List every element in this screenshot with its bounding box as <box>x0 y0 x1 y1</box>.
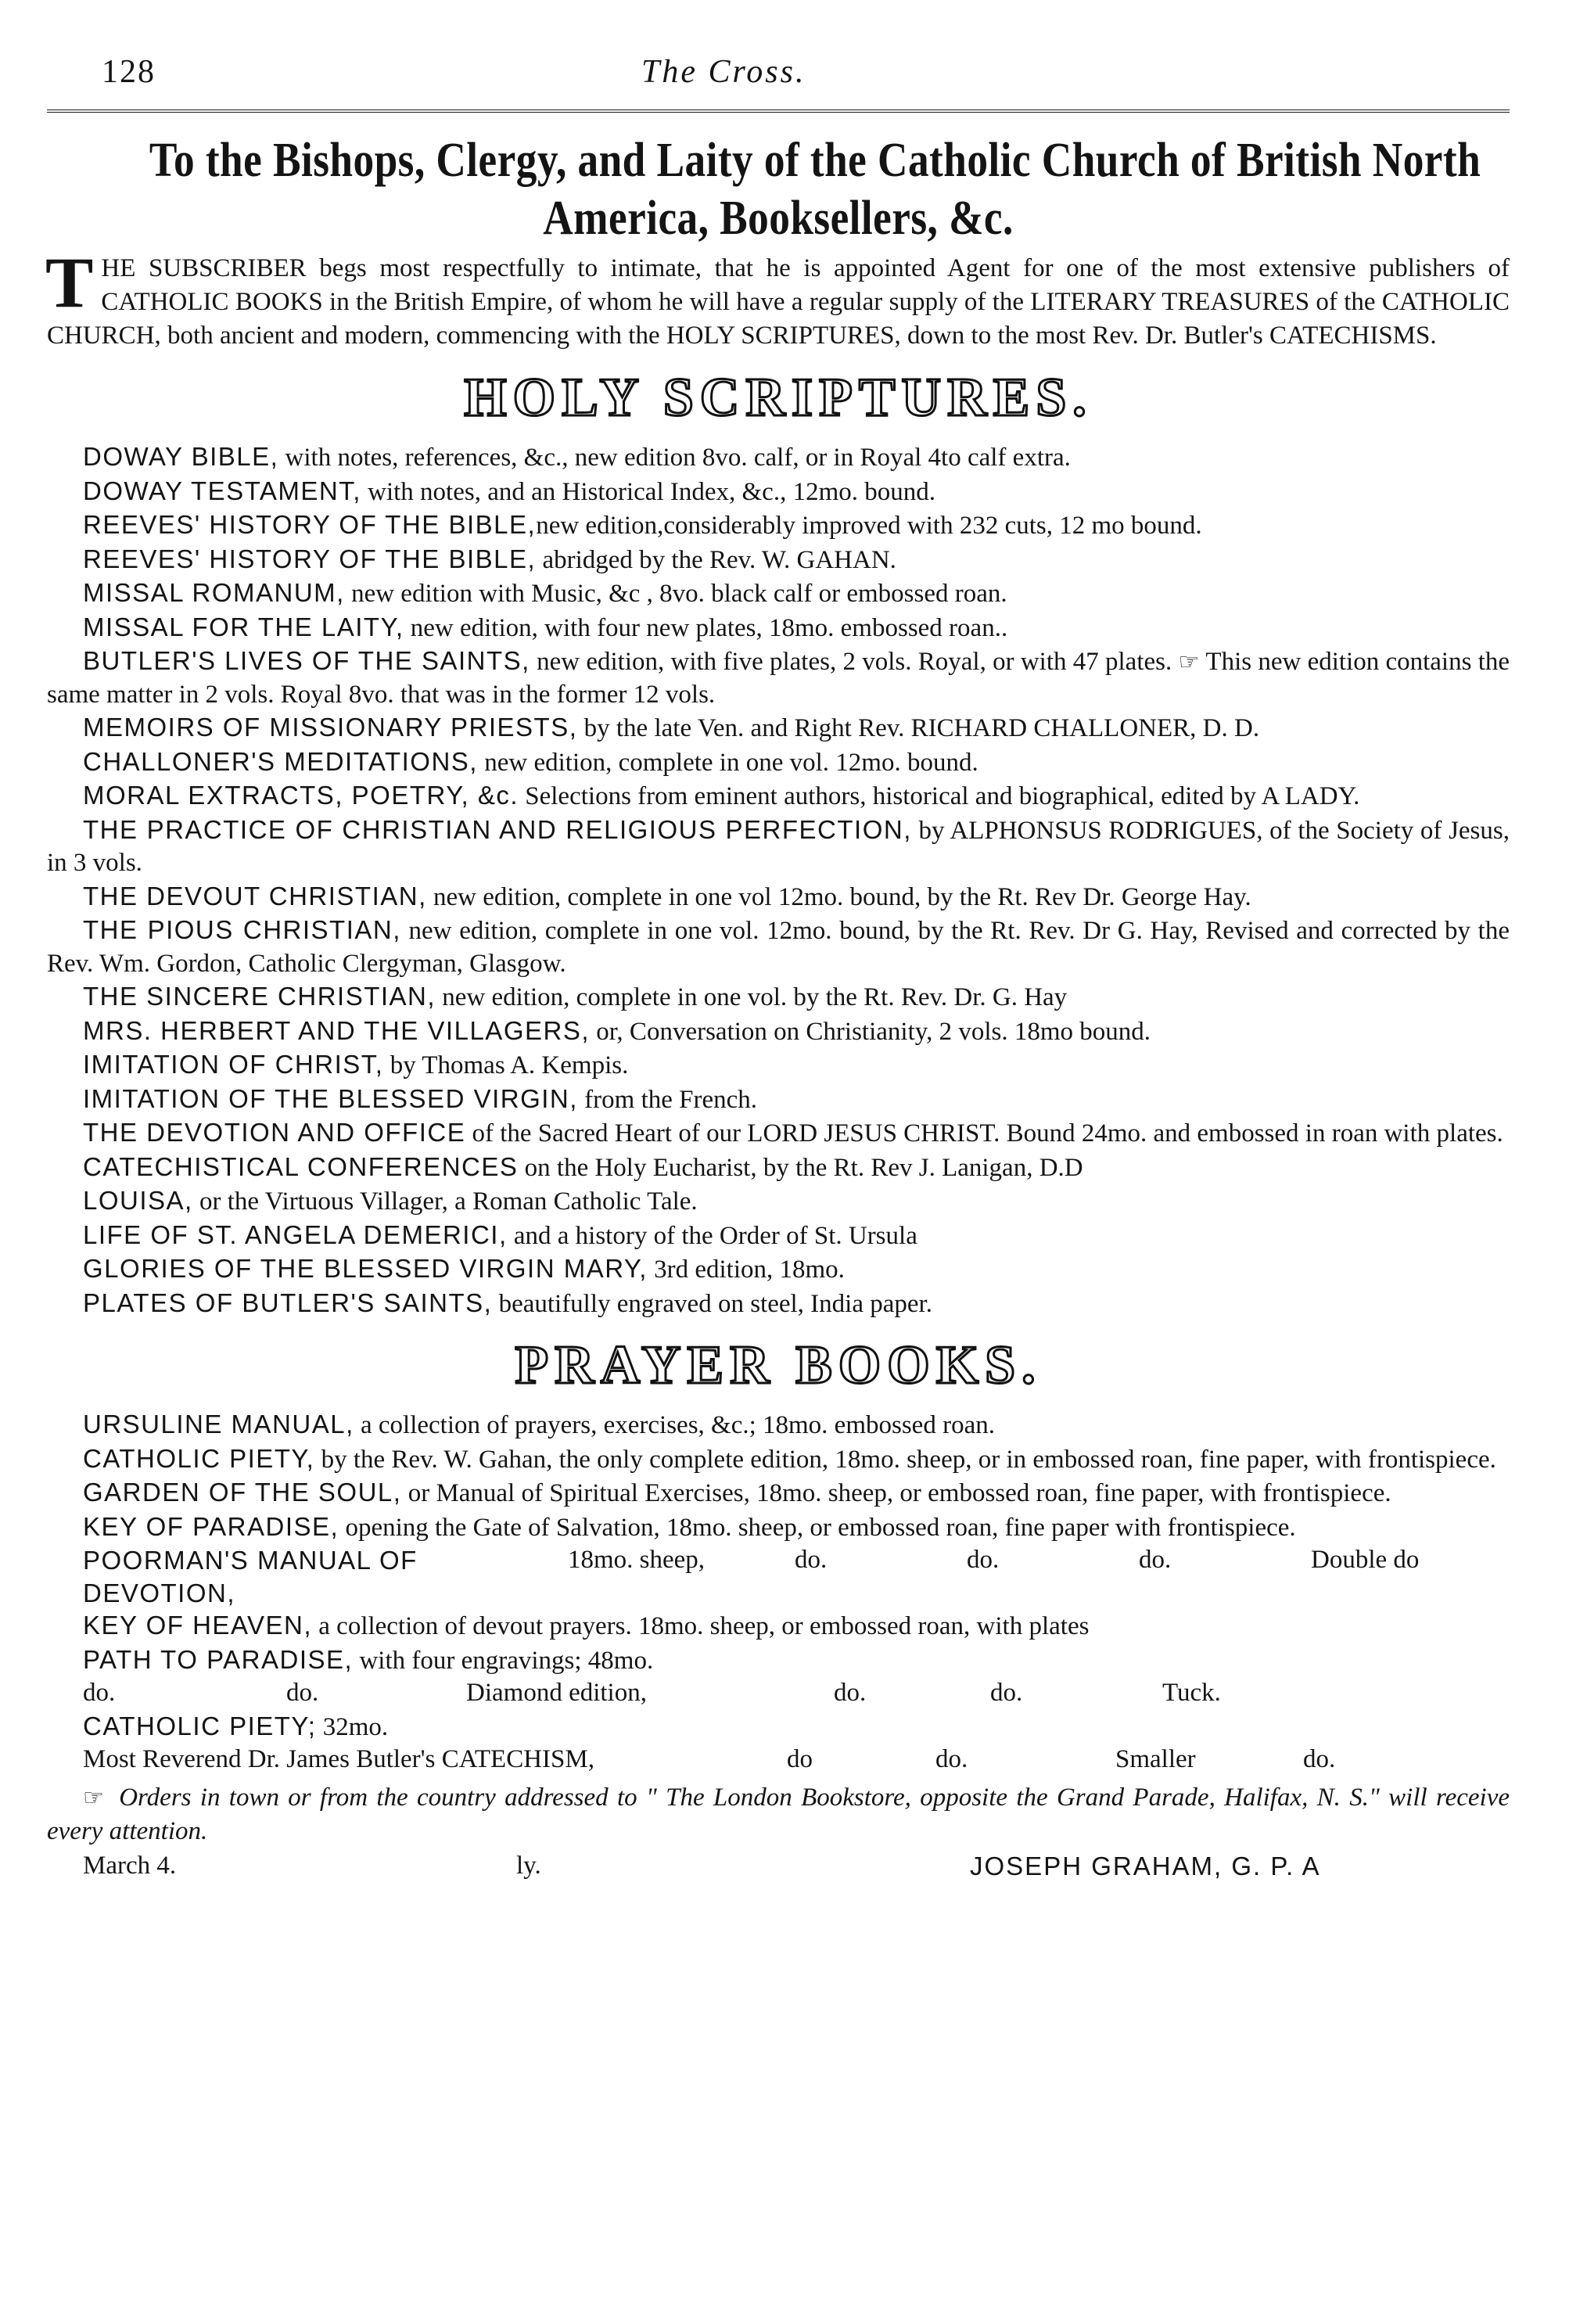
book-entry <box>47 1083 1510 1117</box>
book-title: THE DEVOUT CHRISTIAN, <box>83 881 427 911</box>
book-title: REEVES' HISTORY OF THE BIBLE, <box>83 510 537 539</box>
book-entry <box>47 1476 1510 1510</box>
row-cell: do. <box>286 1679 319 1707</box>
scriptures-list <box>47 440 1510 1320</box>
book-title: PATH TO PARADISE, <box>83 1644 354 1674</box>
book-entry <box>47 1287 1510 1321</box>
catechism-row <box>47 1744 1510 1776</box>
book-entry <box>47 508 1510 543</box>
book-description: or the Virtuous Villager, a Roman Catholic Tale. <box>192 1187 698 1216</box>
page-number: 128 <box>102 54 156 90</box>
row-cell: do. <box>990 1679 1023 1707</box>
footer-date: March 4. <box>83 1851 177 1880</box>
book-title: THE SINCERE CHRISTIAN, <box>83 982 436 1011</box>
book-entry <box>47 1643 1510 1678</box>
row-cell: do. <box>1139 1546 1172 1574</box>
drop-cap: T <box>45 242 94 322</box>
book-description: new edition, complete in one vol 12mo. bound, by the Rt. Rev Dr. George Hay. <box>426 882 1251 911</box>
pointing-hand-icon: ☞ <box>83 1783 104 1812</box>
prayer-books-list-continued <box>47 1609 1510 1677</box>
book-title: THE DEVOTION AND OFFICE <box>83 1118 466 1147</box>
book-title: THE PIOUS CHRISTIAN, <box>83 915 401 944</box>
holy-scriptures-heading: HOLY SCRIPTURES. <box>464 368 1093 428</box>
book-entry <box>47 980 1510 1015</box>
book-entry <box>47 577 1510 611</box>
book-description: with notes, and an Historical Index, &c., 12mo. bound. <box>361 477 935 506</box>
book-entry <box>47 543 1510 577</box>
row-cell: do. <box>935 1745 968 1773</box>
header-rule <box>47 110 1510 117</box>
book-entry <box>47 1015 1510 1049</box>
book-title: LIFE OF ST. ANGELA DEMERICI, <box>83 1219 508 1249</box>
notice-text: Orders in town or from the country addressed to " The London Bookstore, opposite the Grand Parade, Halifax, N. S." will receive every attention. <box>47 1783 1510 1845</box>
prayer-books-list <box>47 1408 1510 1544</box>
row-cell: do. <box>83 1679 116 1707</box>
book-entry <box>47 1710 1510 1744</box>
book-description: new edition, complete in one vol. 12mo. bound, by the Rt. Rev. Dr G. Hay, Revised and corrected by the Rev. Wm. Gordon, Catholic Clergyman, Glasgow. <box>47 917 1510 978</box>
orders-notice <box>47 1781 1510 1848</box>
headline-line-2: America, Booksellers, &c. <box>543 192 1014 245</box>
book-title: KEY OF HEAVEN, <box>83 1611 313 1640</box>
row-cell: Tuck. <box>1162 1679 1221 1707</box>
book-description: a collection of devout prayers. 18mo. sheep, or embossed roan, with plates <box>312 1612 1090 1640</box>
row-cell: do <box>787 1745 813 1773</box>
book-title: MISSAL FOR THE LAITY, <box>83 612 404 641</box>
book-description: new edition, complete in one vol. by the Rt. Rev. Dr. G. Hay <box>436 983 1068 1011</box>
book-entry <box>47 1510 1510 1545</box>
intro-text: HE SUBSCRIBER begs most respectfully to intimate, that he is appointed Agent for one of the most extensive publishers of CATHOLIC BOOKS in the British Empire, of whom he will have a regular supply of the LITERARY TREASURES of the CATHOLIC CHURCH, both ancient and modern, commencing with the HOLY SCRIPTURES, down to the most Rev. Dr. Butler's CATECHISMS. <box>47 254 1510 350</box>
book-entry <box>47 1408 1510 1442</box>
book-entry <box>47 711 1510 745</box>
diamond-edition-row <box>47 1677 1510 1710</box>
footer <box>47 1852 1510 1889</box>
footer-signature: JOSEPH GRAHAM, G. P. A <box>970 1851 1321 1880</box>
book-title: KEY OF PARADISE, <box>83 1511 339 1541</box>
book-description: by the Rev. W. Gahan, the only complete edition, 18mo. sheep, or in embossed roan, fine paper, with frontispiece. <box>314 1445 1496 1474</box>
book-title: DOWAY TESTAMENT, <box>83 476 361 505</box>
book-entry <box>47 645 1510 711</box>
book-description: by ALPHONSUS RODRIGUES, of the Society of Jesus, in 3 vols. <box>47 816 1510 877</box>
book-title: CHALLONER'S MEDITATIONS, <box>83 746 478 776</box>
book-title: MORAL EXTRACTS, POETRY, &c. <box>83 781 519 810</box>
row-cell: POORMAN'S MANUAL OF DEVOTION, <box>83 1546 418 1607</box>
book-entry <box>47 1609 1510 1643</box>
footer-frequency: ly. <box>516 1851 541 1880</box>
book-entry <box>47 1151 1510 1185</box>
book-description: on the Holy Eucharist, by the Rt. Rev J. Lanigan, D.D <box>518 1153 1083 1182</box>
book-note: This new edition contains the same matter in 2 vols. Royal 8vo. that was in the former 12 vols. <box>47 648 1510 709</box>
book-title: URSULINE MANUAL, <box>83 1410 354 1439</box>
book-description: new edition with Music, &c , 8vo. black calf or embossed roan. <box>344 580 1007 608</box>
book-description: with four engravings; 48mo. <box>353 1646 654 1675</box>
book-description: new edition, with four new plates, 18mo. embossed roan.. <box>404 613 1008 642</box>
row-cell: do. <box>795 1546 828 1574</box>
book-description: opening the Gate of Salvation, 18mo. sheep, or embossed roan, fine paper with frontispiece. <box>339 1513 1296 1542</box>
row-cell: do. <box>967 1546 1000 1574</box>
book-description: new edition, with five plates, 2 vols. Royal, or with 47 plates. <box>530 648 1172 676</box>
book-title: GLORIES OF THE BLESSED VIRGIN MARY, <box>83 1254 648 1283</box>
book-entry <box>47 779 1510 814</box>
book-description: a collection of prayers, exercises, &c.; 18mo. embossed roan. <box>354 1411 995 1439</box>
book-entry <box>47 745 1510 780</box>
poorman-manual-row <box>47 1544 1510 1609</box>
book-entry <box>47 1184 1510 1219</box>
book-description: or Manual of Spiritual Exercises, 18mo. sheep, or embossed roan, fine paper, with frontispiece. <box>401 1479 1391 1507</box>
advertisement-page <box>47 45 1510 1889</box>
book-title: IMITATION OF CHRIST, <box>83 1050 384 1079</box>
book-entry <box>47 880 1510 914</box>
book-description: beautifully engraved on steel, India paper. <box>492 1289 932 1318</box>
book-description: abridged by the Rev. W. GAHAN. <box>536 545 896 574</box>
book-entry <box>47 1116 1510 1151</box>
row-cell: Most Reverend Dr. James Butler's CATECHISM, <box>83 1745 594 1773</box>
prayer-books-list-final <box>47 1710 1510 1744</box>
intro-paragraph <box>45 242 1510 353</box>
book-description: or, Conversation on Christianity, 2 vols. 18mo bound. <box>590 1017 1151 1046</box>
book-description: Selections from eminent authors, historical and biographical, edited by A LADY. <box>519 782 1360 810</box>
row-cell: Smaller <box>1115 1745 1196 1773</box>
book-title: CATECHISTICAL CONFERENCES <box>83 1151 519 1181</box>
running-head <box>47 45 1510 100</box>
prayer-books-heading: PRAYER BOOKS. <box>515 1335 1042 1395</box>
book-entry <box>47 1048 1510 1083</box>
book-title: CATHOLIC PIETY; <box>83 1711 317 1740</box>
running-title: The Cross. <box>641 54 806 90</box>
book-description: of the Sacred Heart of our LORD JESUS CHRIST. Bound 24mo. and embossed in roan with plates. <box>465 1119 1503 1148</box>
book-description: from the French. <box>577 1085 758 1114</box>
book-title: MRS. HERBERT AND THE VILLAGERS, <box>83 1015 591 1045</box>
book-title: BUTLER'S LIVES OF THE SAINTS, <box>83 646 530 675</box>
book-title: MISSAL ROMANUM, <box>83 578 345 607</box>
book-description: 32mo. <box>316 1712 389 1741</box>
headline-line-1: To the Bishops, Clergy, and Laity of the Catholic Church of British North <box>149 134 1481 187</box>
book-description: by Thomas A. Kempis. <box>383 1051 629 1079</box>
book-entry <box>47 611 1510 645</box>
book-title: LOUISA, <box>83 1186 193 1215</box>
book-title: DOWAY BIBLE, <box>83 442 279 471</box>
book-entry <box>47 914 1510 980</box>
book-entry <box>47 475 1510 509</box>
row-cell: do. <box>1303 1745 1336 1773</box>
book-entry <box>47 814 1510 880</box>
book-description: and a history of the Order of St. Ursula <box>507 1221 917 1250</box>
book-description: by the late Ven. and Right Rev. RICHARD CHALLONER, D. D. <box>577 714 1260 742</box>
book-entry <box>47 1252 1510 1287</box>
pointing-hand-icon: ☞ <box>1178 648 1200 676</box>
book-title: THE PRACTICE OF CHRISTIAN AND RELIGIOUS PERFECTION, <box>83 814 912 844</box>
book-title: IMITATION OF THE BLESSED VIRGIN, <box>83 1083 578 1113</box>
book-title: CATHOLIC PIETY, <box>83 1443 315 1473</box>
book-title: GARDEN OF THE SOUL, <box>83 1478 402 1507</box>
row-cell: do. <box>834 1679 867 1707</box>
book-description: new edition, complete in one vol. 12mo. bound. <box>477 748 978 777</box>
book-title: PLATES OF BUTLER'S SAINTS, <box>83 1288 493 1317</box>
book-entry <box>47 1442 1510 1477</box>
book-description: with notes, references, &c., new edition 8vo. calf, or in Royal 4to calf extra. <box>278 444 1071 472</box>
row-cell: Double do <box>1311 1546 1420 1574</box>
book-entry <box>47 1219 1510 1253</box>
book-entry <box>47 440 1510 475</box>
book-title: MEMOIRS OF MISSIONARY PRIESTS, <box>83 713 578 742</box>
book-title: REEVES' HISTORY OF THE BIBLE, <box>83 544 537 573</box>
row-cell: Diamond edition, <box>466 1679 647 1707</box>
row-cell: 18mo. sheep, <box>568 1546 706 1574</box>
book-description: new edition,considerably improved with 232 cuts, 12 mo bound. <box>536 512 1202 540</box>
book-description: 3rd edition, 18mo. <box>647 1255 845 1284</box>
